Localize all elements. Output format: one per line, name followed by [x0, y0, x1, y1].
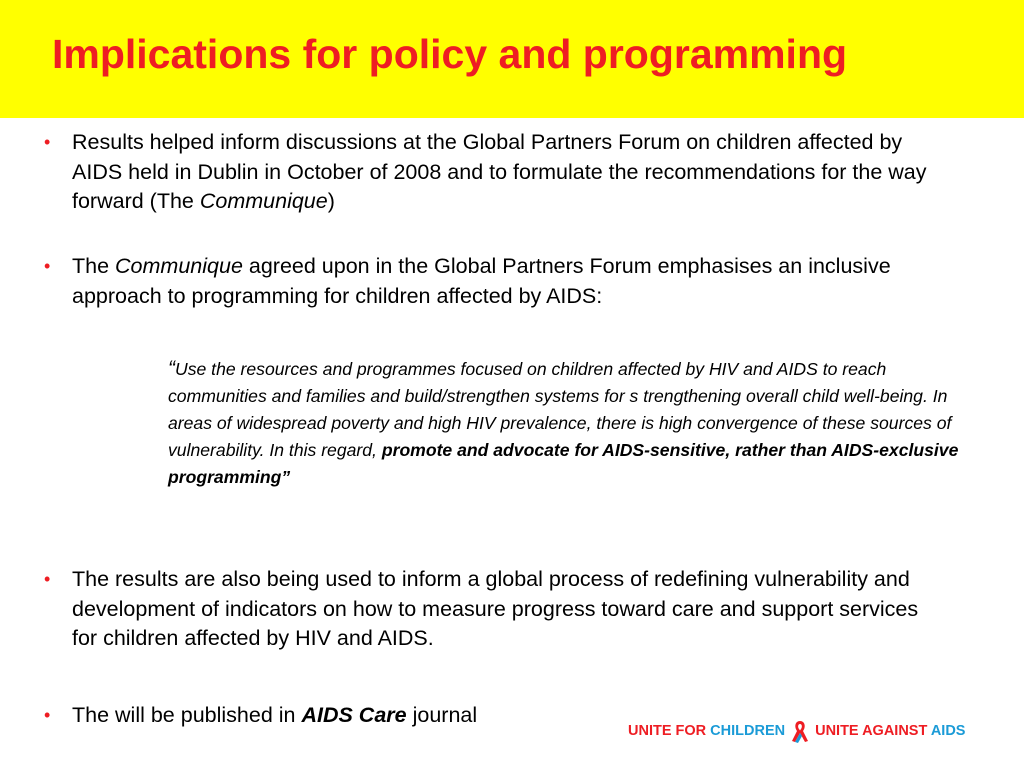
- slide-title: Implications for policy and programming: [52, 31, 848, 77]
- bullet-text: [72, 128, 942, 217]
- bullet-text-end: agreed upon in the Global Partners Forum emphasises an inclusive approach to programming for children affected by AIDS:: [72, 254, 891, 308]
- logo-text-children: CHILDREN: [710, 723, 786, 739]
- bullet-text-end: journal: [406, 703, 478, 727]
- bullet-marker: •: [44, 569, 51, 589]
- bullet-text: The results are also being used to inform a global process of redefining vulnerability and development of indicators on how to measure progress toward care and support services for children affected by HIV and AIDS.: [72, 567, 919, 650]
- logo-text-aids: AIDS: [930, 723, 966, 739]
- bullet-marker: •: [44, 256, 51, 276]
- unite-for-children-logo: [628, 718, 998, 744]
- bullet-text-start: The: [72, 254, 116, 278]
- bullet-text: [72, 252, 942, 311]
- title-banner: [0, 0, 1024, 118]
- logo-text-unite-against: UNITE AGAINST: [815, 723, 931, 739]
- communique-quote: [168, 355, 968, 491]
- quote-open-mark: “: [168, 357, 175, 380]
- quote-close-mark: ”: [281, 467, 291, 487]
- quote-emphasis: promote and advocate for AIDS-sensitive, rather than AIDS-exclusive programming: [168, 440, 959, 487]
- communique-emphasis: Communique: [115, 254, 243, 278]
- bullet-text-end: ): [327, 189, 335, 213]
- journal-name: AIDS Care: [301, 703, 407, 727]
- bullet-text-start: The will be published in: [72, 703, 302, 727]
- bullet-marker: •: [44, 132, 51, 152]
- communique-emphasis: Communique: [199, 189, 328, 213]
- bullet-marker: •: [44, 705, 51, 725]
- quote-body: Use the resources and programmes focused on children affected by HIV and AIDS to reach communities and families and build/strengthen systems for s trengthening overall child well-being. In areas of widespread poverty and high HIV prevalence, there is high convergence of these sources of vulnerability. In this regard,: [168, 359, 952, 460]
- bullet-text-main: Results helped inform discussions at the Global Partners Forum on children affected by AIDS held in Dublin in October of 2008 and to formulate the recommendations for the way forward (The: [72, 130, 927, 213]
- awareness-ribbon-icon: [787, 718, 813, 744]
- logo-text-unite-for: UNITE FOR: [628, 723, 711, 739]
